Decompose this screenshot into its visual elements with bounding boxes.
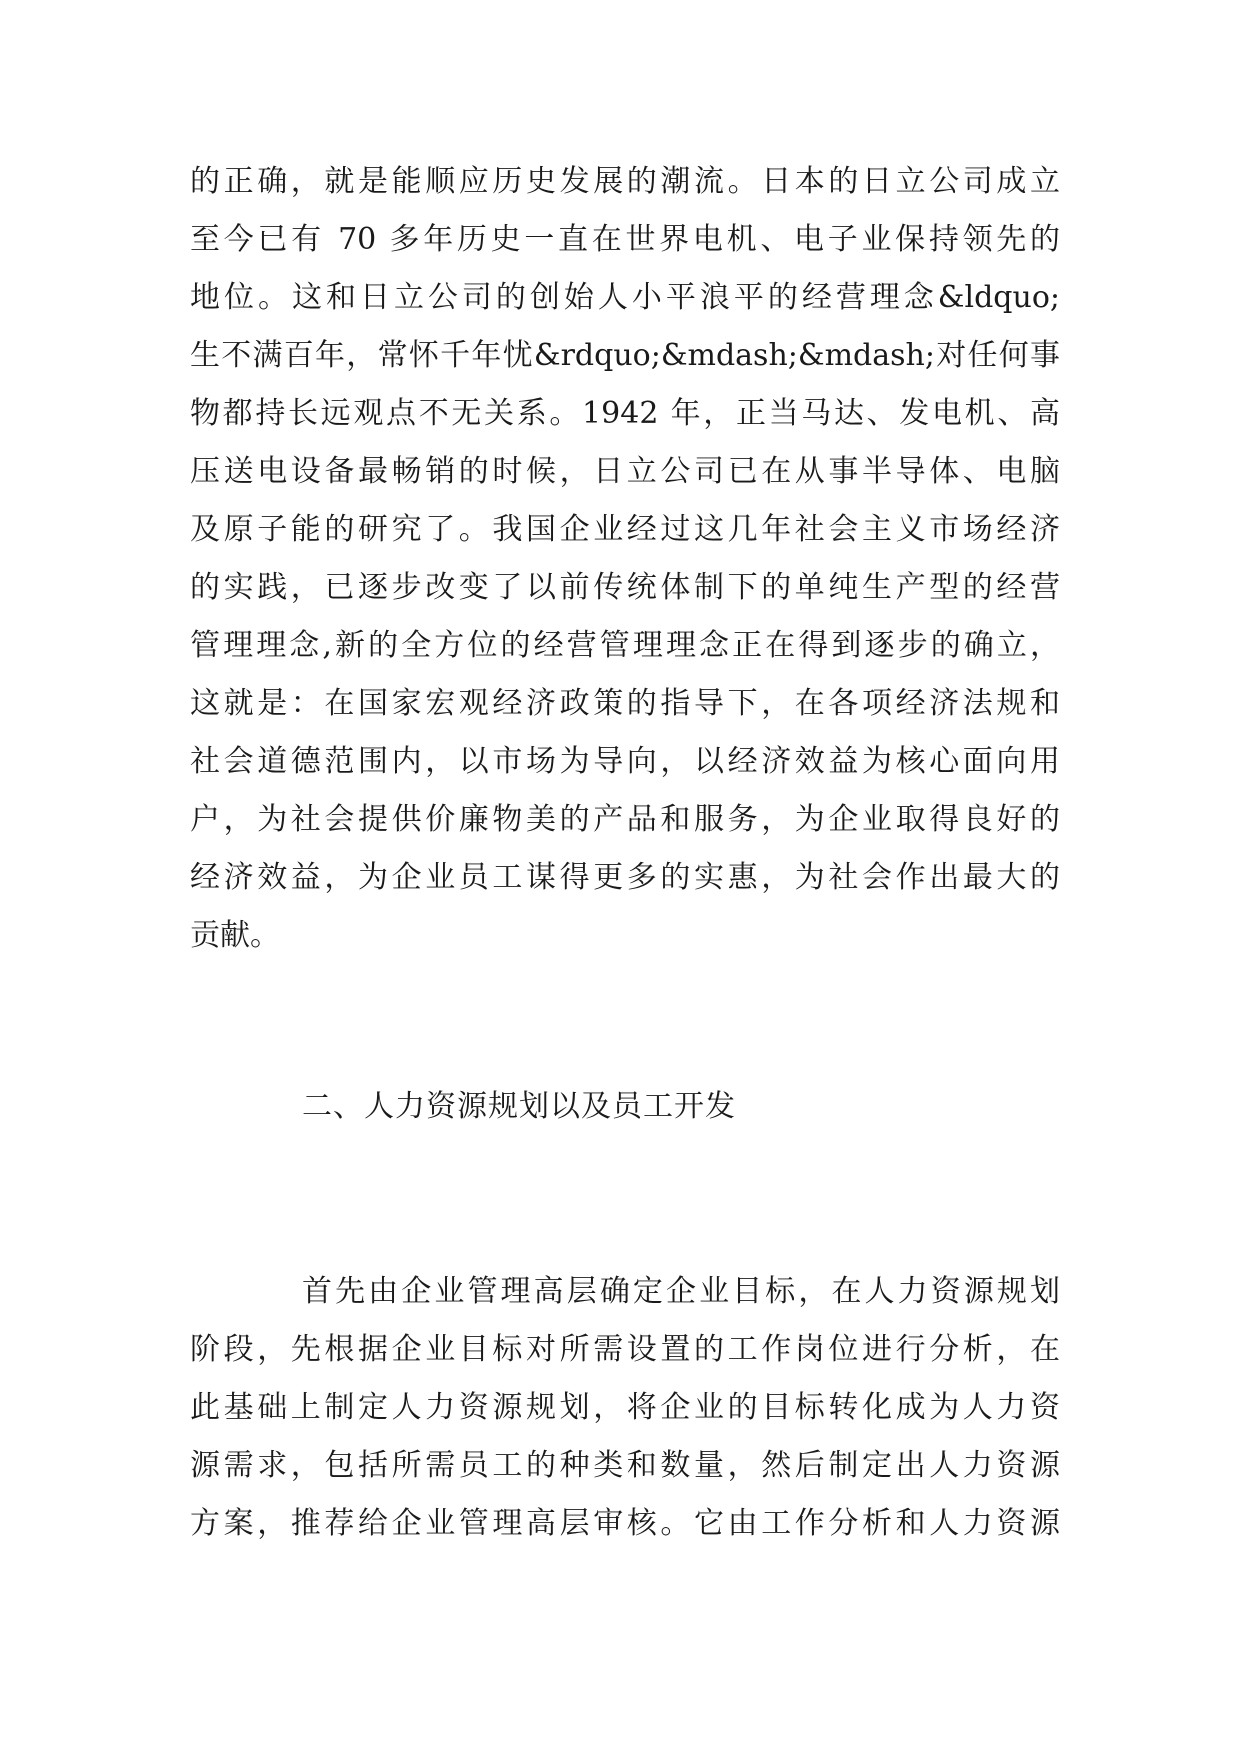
paragraph1-line-8: 的实践，已逐步改变了以前传统体制下的单纯生产型的经营 <box>190 570 1060 605</box>
paragraph1-line-13: 经济效益，为企业员工谋得更多的实惠，为社会作出最大的 <box>190 860 1060 895</box>
paragraph1-line-1: 的正确，就是能顺应历史发展的潮流。日本的日立公司成立 <box>190 164 1060 199</box>
paragraph2-line-1: 首先由企业管理高层确定企业目标，在人力资源规划 <box>302 1274 1060 1309</box>
paragraph2-line-5: 方案，推荐给企业管理高层审核。它由工作分析和人力资源 <box>190 1506 1060 1541</box>
paragraph1-line-9: 管理理念,新的全方位的经营管理理念正在得到逐步的确立， <box>190 628 1060 663</box>
paragraph1-line-14: 贡献。 <box>190 918 280 953</box>
paragraph1-line-6: 压送电设备最畅销的时候，日立公司已在从事半导体、电脑 <box>190 454 1060 489</box>
paragraph1-line-4: 生不满百年，常怀千年忧&rdquo;&mdash;&mdash;对任何事 <box>190 338 1060 373</box>
section-heading: 二、人力资源规划以及员工开发 <box>302 1089 736 1124</box>
paragraph2-line-4: 源需求，包括所需员工的种类和数量，然后制定出人力资源 <box>190 1448 1060 1483</box>
paragraph1-line-2: 至今已有 70 多年历史一直在世界电机、电子业保持领先的 <box>190 222 1060 257</box>
paragraph1-line-12: 户，为社会提供价廉物美的产品和服务，为企业取得良好的 <box>190 802 1060 837</box>
paragraph2-line-3: 此基础上制定人力资源规划，将企业的目标转化成为人力资 <box>190 1390 1060 1425</box>
paragraph2-line-2: 阶段，先根据企业目标对所需设置的工作岗位进行分析，在 <box>190 1332 1060 1367</box>
paragraph1-line-5: 物都持长远观点不无关系。1942 年，正当马达、发电机、高 <box>190 396 1060 431</box>
paragraph1-line-7: 及原子能的研究了。我国企业经过这几年社会主义市场经济 <box>190 512 1060 547</box>
paragraph1-line-3: 地位。这和日立公司的创始人小平浪平的经营理念&ldquo; <box>190 280 1060 315</box>
paragraph1-line-11: 社会道德范围内，以市场为导向，以经济效益为核心面向用 <box>190 744 1060 779</box>
paragraph1-line-10: 这就是：在国家宏观经济政策的指导下，在各项经济法规和 <box>190 686 1060 721</box>
